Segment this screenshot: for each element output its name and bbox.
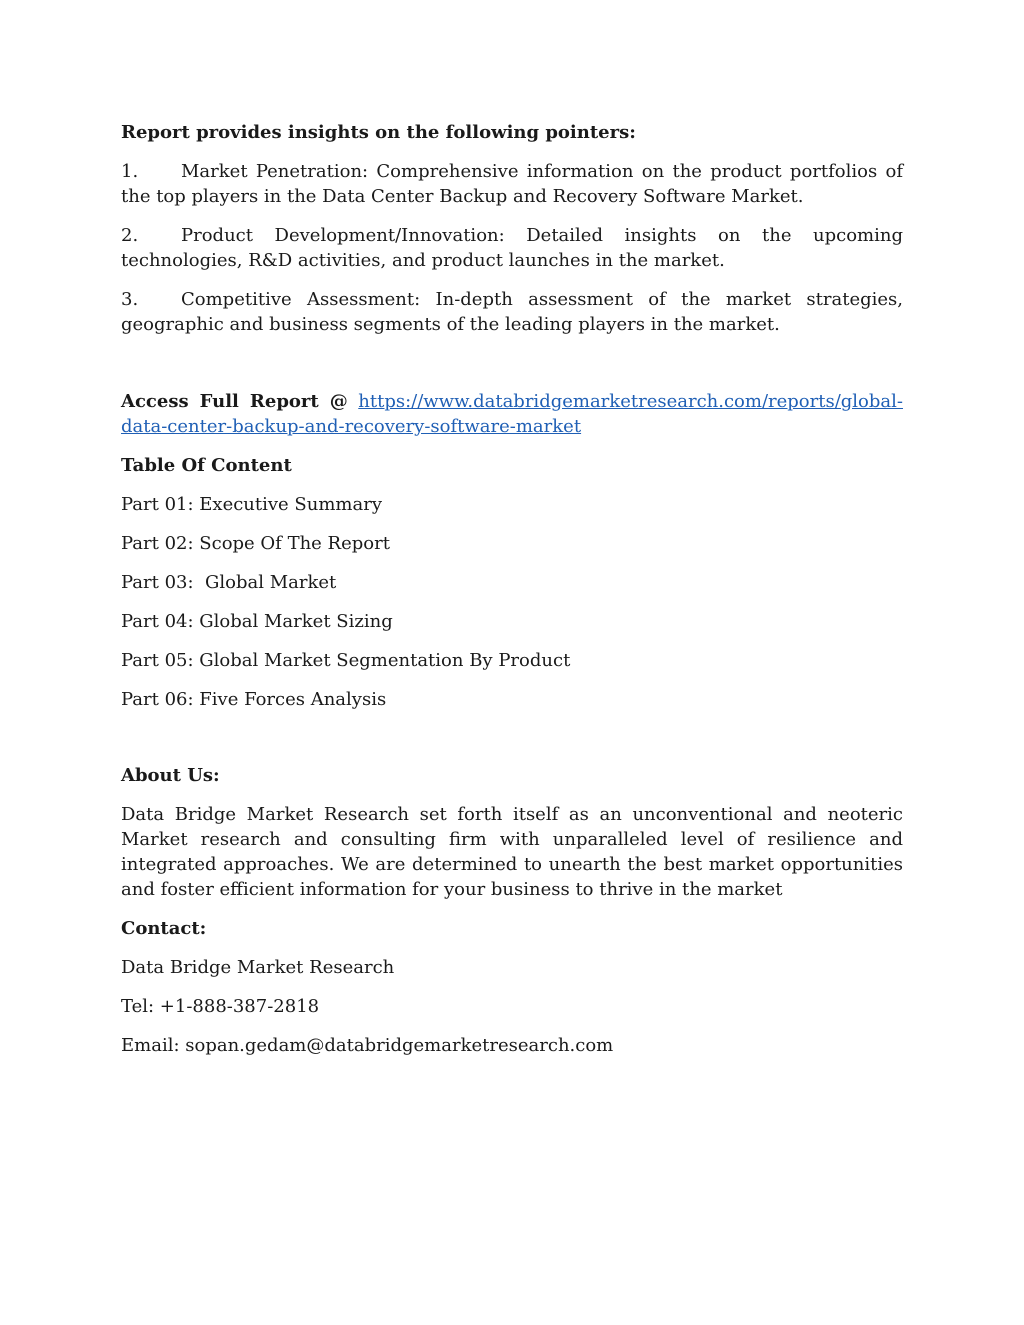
pointer-number: 2. [121,225,139,246]
pointer-item-3 [121,287,903,337]
section-spacer [121,351,903,389]
about-heading: About Us: [121,765,220,786]
about-text: Data Bridge Market Research set forth itself as an unconventional and neoteric Market research and consulting firm with unparalleled level of resilience and integrated approaches. We are determined to unearth the best market opportunities and foster efficient information for your business to thrive in the market [121,804,903,900]
access-full-report [121,389,903,439]
contact-heading: Contact: [121,918,207,939]
toc-item: Part 03: Global Market [121,572,337,593]
pointer-number: 1. [121,161,139,182]
pointer-text: Market Penetration: Comprehensive information on the product portfolios of the top players in the Data Center Backup and Recovery Software Market. [121,161,903,207]
contact-tel: Tel: +1-888-387-2818 [121,996,320,1017]
toc-item: Part 05: Global Market Segmentation By Product [121,650,571,671]
section-spacer [121,726,903,763]
pointer-text: Competitive Assessment: In-depth assessment of the market strategies, geographic and business segments of the leading players in the market. [121,289,903,335]
pointer-number: 3. [121,289,139,310]
toc-item: Part 01: Executive Summary [121,494,382,515]
toc-item: Part 04: Global Market Sizing [121,611,393,632]
pointer-item-1 [121,159,903,209]
toc-heading: Table Of Content [121,455,292,476]
report-link[interactable]: https://www.databridgemarketresearch.com/reports/global-data-center-backup-and-recovery-software-market [121,391,903,437]
toc-item: Part 02: Scope Of The Report [121,533,390,554]
document-page [121,120,903,1072]
access-label: Access Full Report @ [121,391,348,412]
contact-company: Data Bridge Market Research [121,957,395,978]
pointer-item-2 [121,223,903,273]
contact-email: Email: sopan.gedam@databridgemarketresearch.com [121,1035,614,1056]
toc-item: Part 06: Five Forces Analysis [121,689,387,710]
pointer-text: Product Development/Innovation: Detailed insights on the upcoming technologies, R&D activities, and product launches in the market. [121,225,903,271]
pointers-heading: Report provides insights on the following pointers: [121,122,636,143]
